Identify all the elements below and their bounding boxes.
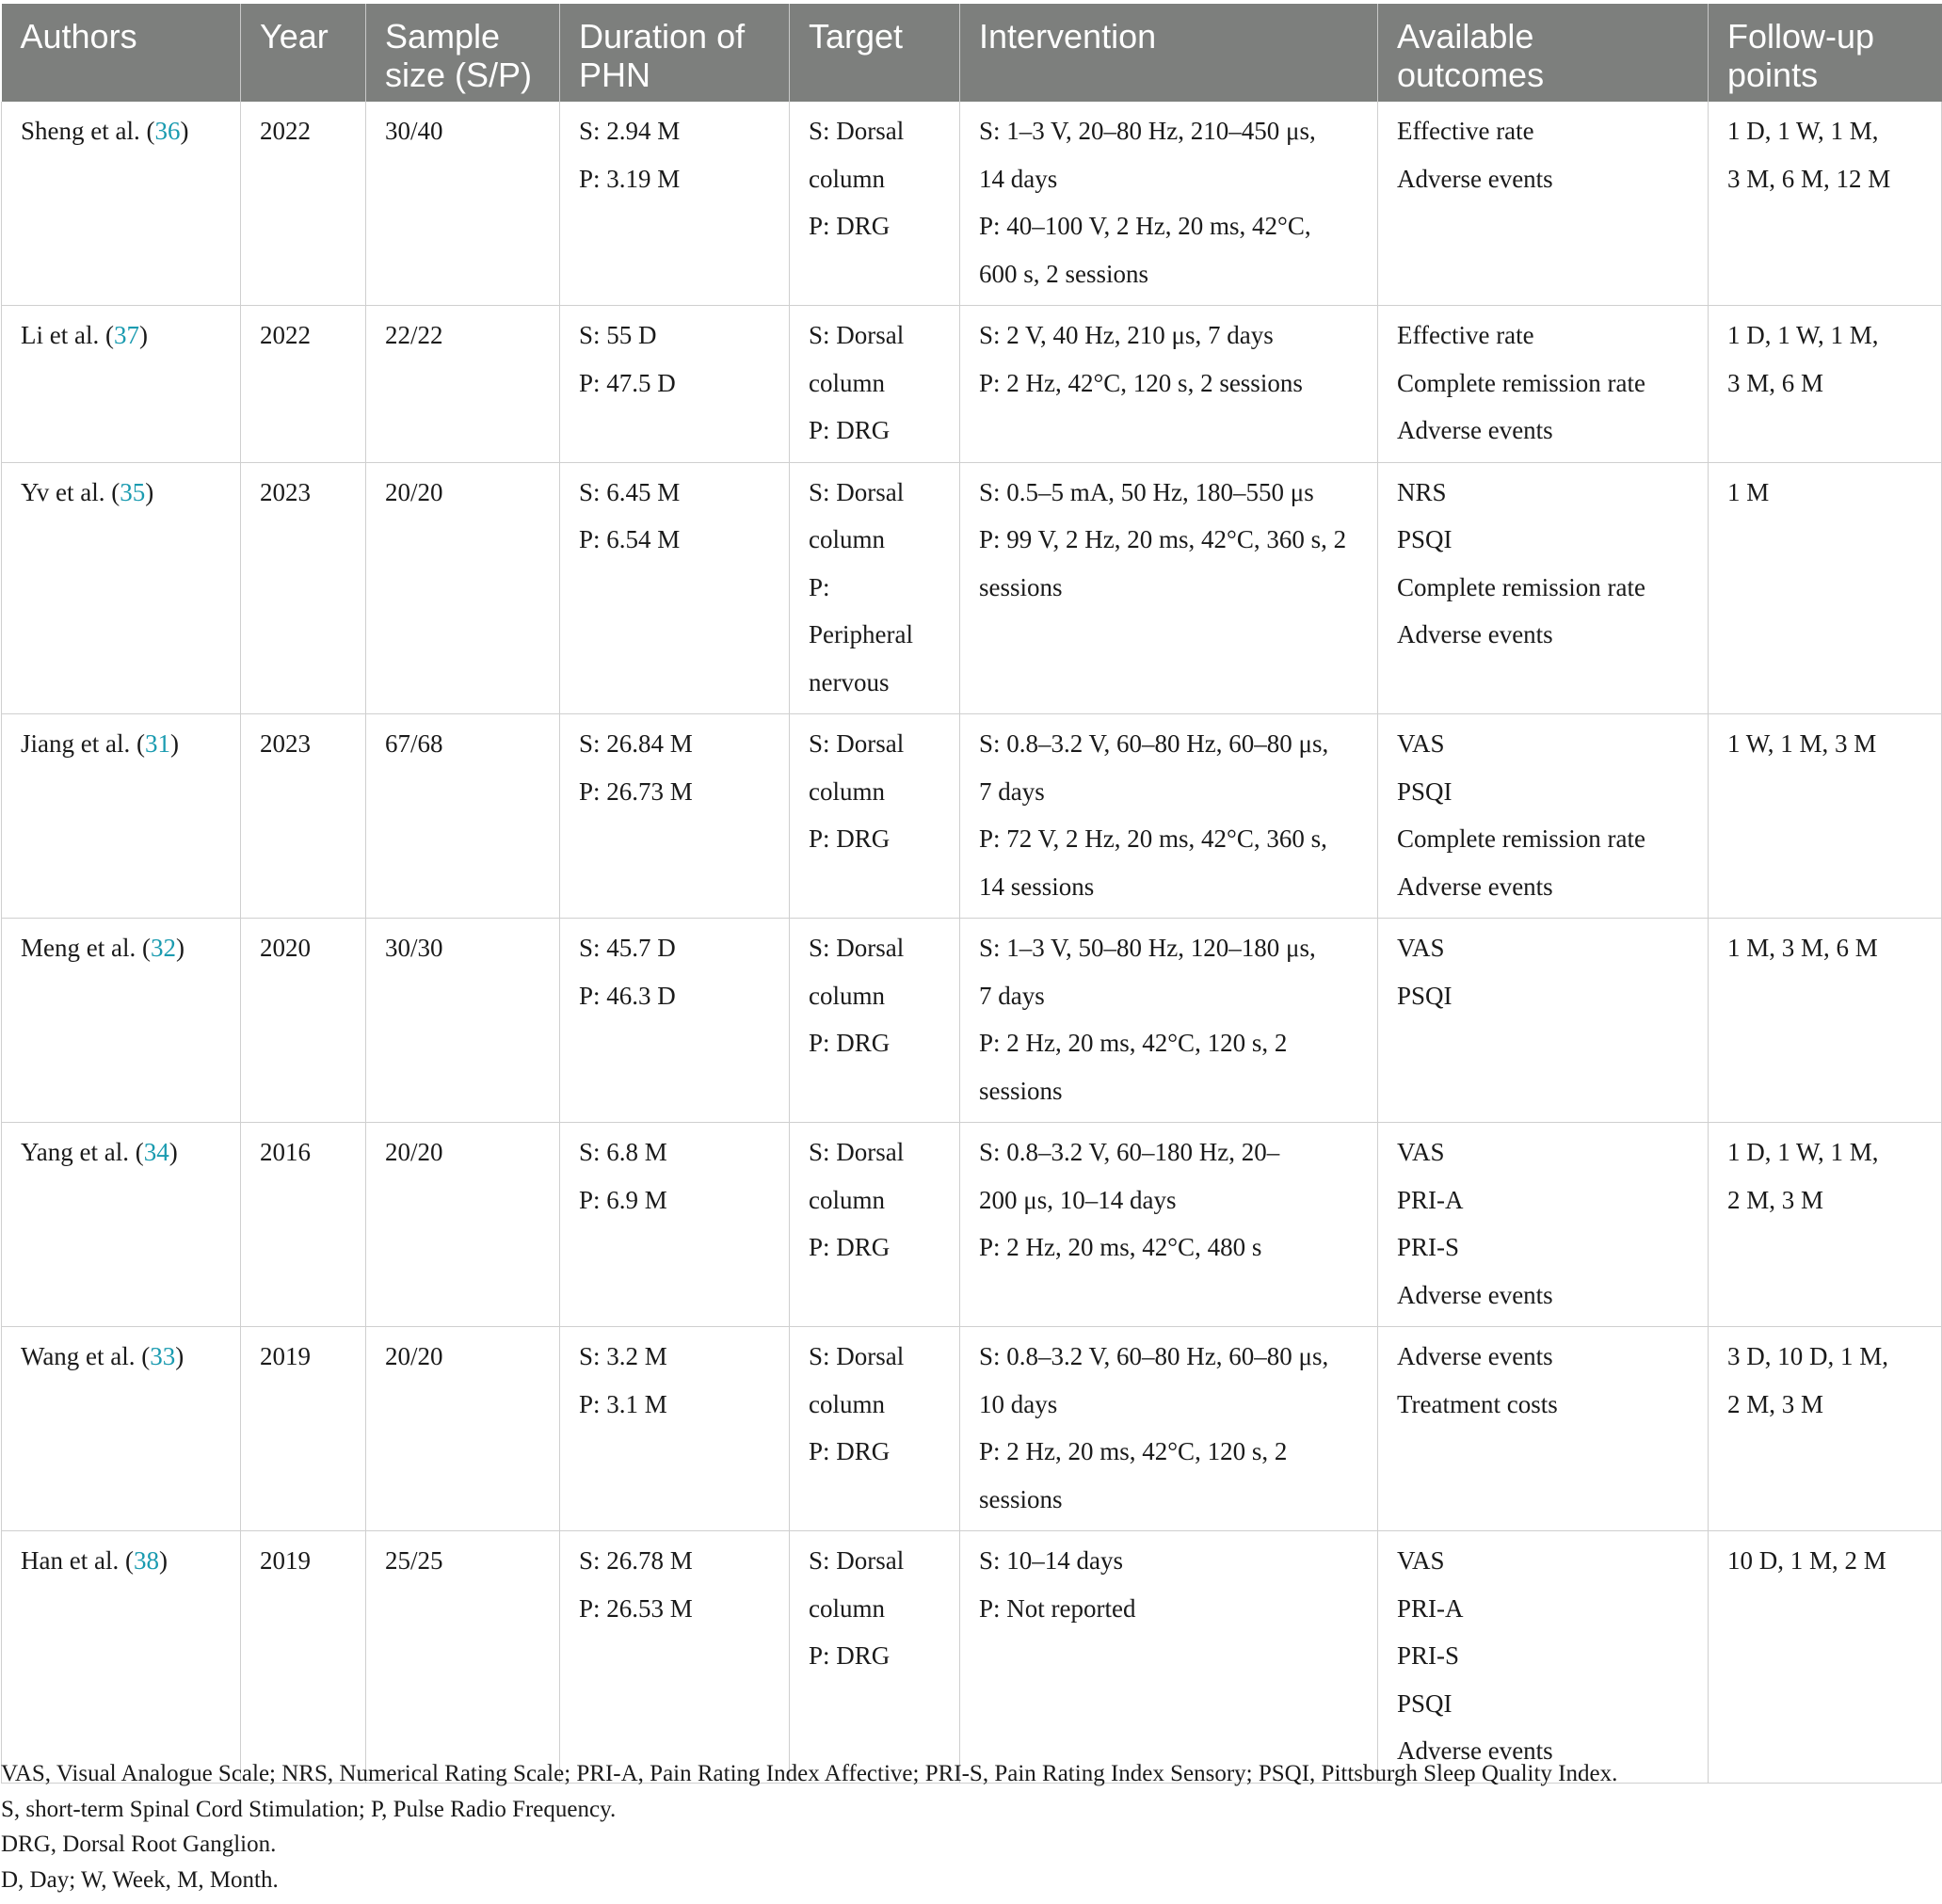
author-close-paren: )	[145, 477, 154, 506]
table-row	[2, 1123, 1942, 1327]
intervention-cell-line: P: 40–100 V, 2 Hz, 20 ms, 42°C,	[979, 212, 1311, 240]
intervention-cell-line: 14 sessions	[979, 872, 1095, 901]
target-cell-line: column	[809, 981, 885, 1010]
table-row	[2, 1531, 1942, 1784]
reference-link[interactable]: 35	[120, 477, 146, 506]
follow-up-cell-line: 1 D, 1 W, 1 M,	[1727, 1138, 1879, 1166]
follow-up-cell-line: 1 W, 1 M, 3 M	[1727, 729, 1877, 758]
duration-cell-line: S: 45.7 D	[579, 934, 676, 962]
duration-cell	[560, 1123, 790, 1327]
authors-cell	[2, 306, 241, 463]
table-header	[2, 4, 1942, 102]
outcomes-cell-line: Effective rate	[1397, 321, 1534, 349]
duration-cell-line: S: 26.78 M	[579, 1546, 693, 1575]
column-header-text: Authors	[20, 17, 137, 56]
intervention-cell-line: sessions	[979, 572, 1063, 601]
target-cell	[790, 102, 960, 306]
intervention-cell-line: P: 2 Hz, 20 ms, 42°C, 120 s, 2	[979, 1437, 1288, 1465]
authors-cell	[2, 462, 241, 714]
target-cell	[790, 1123, 960, 1327]
duration-cell	[560, 102, 790, 306]
outcomes-cell	[1378, 102, 1709, 306]
duration-cell-line: S: 6.8 M	[579, 1138, 667, 1166]
target-cell-line: P: DRG	[809, 212, 891, 240]
intervention-cell	[960, 1123, 1378, 1327]
intervention-cell	[960, 1327, 1378, 1531]
outcomes-cell	[1378, 1327, 1709, 1531]
intervention-cell-line: 14 days	[979, 164, 1058, 193]
intervention-cell-line: 7 days	[979, 776, 1045, 806]
reference-link[interactable]: 34	[143, 1138, 169, 1166]
outcomes-cell-line: Adverse events	[1397, 620, 1553, 648]
intervention-cell	[960, 714, 1378, 919]
table-row	[2, 1327, 1942, 1531]
target-cell-line: column	[809, 368, 885, 397]
sample-size-cell	[366, 714, 560, 919]
year-cell	[241, 1531, 366, 1784]
outcomes-cell	[1378, 919, 1709, 1123]
intervention-cell-line: sessions	[979, 1076, 1063, 1105]
duration-cell-line: S: 26.84 M	[579, 729, 693, 758]
target-cell-line: column	[809, 776, 885, 806]
authors-cell	[2, 102, 241, 306]
duration-cell-line: S: 6.45 M	[579, 477, 681, 506]
outcomes-cell-line: Adverse events	[1397, 164, 1553, 193]
intervention-cell-line: S: 0.5–5 mA, 50 Hz, 180–550 μs	[979, 477, 1314, 506]
column-header-authors	[2, 4, 241, 102]
sample-size-cell	[366, 1531, 560, 1784]
sample-size-cell	[366, 306, 560, 463]
duration-cell	[560, 919, 790, 1123]
column-header-sample-size	[366, 4, 560, 102]
author-name: Jiang et al. (	[21, 729, 145, 758]
sample-size-cell-text: 20/20	[385, 477, 443, 506]
footnote-line: DRG, Dorsal Root Ganglion.	[1, 1832, 277, 1857]
outcomes-cell-line: Effective rate	[1397, 117, 1534, 145]
column-header-text: PHN	[579, 56, 651, 94]
table-row	[2, 102, 1942, 306]
column-header-available-outcomes	[1378, 4, 1709, 102]
follow-up-cell-line: 2 M, 3 M	[1727, 1185, 1824, 1214]
authors-cell	[2, 1123, 241, 1327]
target-cell-line: S: Dorsal	[809, 477, 905, 506]
table-body	[2, 102, 1942, 1783]
follow-up-cell-line: 1 M	[1727, 477, 1770, 506]
column-header-text: Year	[260, 17, 329, 56]
table-row	[2, 462, 1942, 714]
target-cell-line: column	[809, 1185, 885, 1214]
intervention-cell-line: S: 2 V, 40 Hz, 210 μs, 7 days	[979, 321, 1274, 349]
intervention-cell-line: S: 1–3 V, 20–80 Hz, 210–450 μs,	[979, 117, 1316, 145]
sample-size-cell-text: 20/20	[385, 1138, 443, 1166]
outcomes-cell-line: Treatment costs	[1397, 1389, 1558, 1418]
outcomes-cell-line: VAS	[1397, 1546, 1445, 1575]
year-cell	[241, 919, 366, 1123]
intervention-cell	[960, 306, 1378, 463]
target-cell	[790, 1531, 960, 1784]
outcomes-cell-line: VAS	[1397, 934, 1445, 962]
target-cell-line: P: DRG	[809, 1233, 891, 1261]
target-cell-line: P:	[809, 572, 830, 601]
author-name: Li et al. (	[21, 321, 114, 349]
header-row	[2, 4, 1942, 102]
author-name: Sheng et al. (	[21, 117, 155, 145]
column-header-year	[241, 4, 366, 102]
duration-cell-line: P: 46.3 D	[579, 981, 676, 1010]
author-close-paren: )	[138, 321, 148, 349]
target-cell-line: S: Dorsal	[809, 321, 905, 349]
author-close-paren: )	[158, 1546, 168, 1575]
column-header-text: Available	[1397, 17, 1534, 56]
target-cell-line: P: DRG	[809, 1641, 891, 1670]
sample-size-cell-text: 30/40	[385, 117, 443, 145]
follow-up-cell-line: 1 D, 1 W, 1 M,	[1727, 117, 1879, 145]
target-cell-line: S: Dorsal	[809, 934, 905, 962]
follow-up-cell-line: 3 D, 10 D, 1 M,	[1727, 1342, 1889, 1370]
year-cell	[241, 714, 366, 919]
intervention-cell-line: P: 2 Hz, 20 ms, 42°C, 480 s	[979, 1233, 1262, 1261]
column-header-text: Duration of	[579, 17, 746, 56]
year-cell-text: 2022	[260, 117, 311, 145]
follow-up-cell	[1709, 306, 1942, 463]
follow-up-cell	[1709, 1531, 1942, 1784]
follow-up-cell-line: 3 M, 6 M, 12 M	[1727, 164, 1891, 193]
reference-link[interactable]: 36	[154, 117, 181, 145]
sample-size-cell	[366, 462, 560, 714]
target-cell-line: P: DRG	[809, 1029, 891, 1057]
target-cell-line: S: Dorsal	[809, 117, 905, 145]
duration-cell	[560, 462, 790, 714]
duration-cell	[560, 1327, 790, 1531]
author-close-paren: )	[180, 117, 189, 145]
target-cell-line: S: Dorsal	[809, 1342, 905, 1370]
author-close-paren: )	[169, 1138, 178, 1166]
author-name: Meng et al. (	[21, 934, 151, 962]
column-header-text: Intervention	[979, 17, 1157, 56]
duration-cell-line: S: 2.94 M	[579, 117, 681, 145]
follow-up-cell	[1709, 1123, 1942, 1327]
target-cell-line: column	[809, 1389, 885, 1418]
year-cell-text: 2020	[260, 934, 311, 962]
author-name: Wang et al. (	[21, 1342, 151, 1370]
target-cell-line: column	[809, 1593, 885, 1623]
authors-cell	[2, 714, 241, 919]
year-cell-text: 2023	[260, 477, 311, 506]
intervention-cell-line: 10 days	[979, 1389, 1058, 1418]
outcomes-cell-line: VAS	[1397, 1138, 1445, 1166]
sample-size-cell-text: 25/25	[385, 1546, 443, 1575]
intervention-cell-line: S: 0.8–3.2 V, 60–80 Hz, 60–80 μs,	[979, 729, 1329, 758]
table-footnotes	[1, 1756, 1617, 1897]
duration-cell-line: P: 26.73 M	[579, 776, 693, 806]
outcomes-cell-line: Adverse events	[1397, 416, 1553, 444]
intervention-cell-line: P: 72 V, 2 Hz, 20 ms, 42°C, 360 s,	[979, 824, 1327, 853]
reference-link[interactable]: 37	[113, 321, 139, 349]
outcomes-cell-line: PRI-A	[1397, 1593, 1464, 1623]
intervention-cell-line: S: 0.8–3.2 V, 60–180 Hz, 20–	[979, 1138, 1280, 1166]
column-header-text: Follow-up	[1727, 17, 1875, 56]
author-close-paren: )	[175, 934, 185, 962]
duration-cell-line: S: 3.2 M	[579, 1342, 667, 1370]
target-cell-line: P: DRG	[809, 824, 891, 853]
outcomes-cell-line: Adverse events	[1397, 1342, 1553, 1370]
follow-up-cell-line: 3 M, 6 M	[1727, 368, 1824, 397]
outcomes-cell	[1378, 306, 1709, 463]
outcomes-cell-line: NRS	[1397, 477, 1447, 506]
outcomes-cell-line: PRI-A	[1397, 1185, 1464, 1214]
target-cell-line: Peripheral	[809, 620, 913, 648]
reference-link[interactable]: 33	[150, 1342, 176, 1370]
target-cell-line: nervous	[809, 667, 890, 696]
intervention-cell	[960, 1531, 1378, 1784]
sample-size-cell	[366, 102, 560, 306]
intervention-cell-line: P: 2 Hz, 42°C, 120 s, 2 sessions	[979, 368, 1303, 397]
authors-cell	[2, 919, 241, 1123]
year-cell	[241, 306, 366, 463]
outcomes-cell-line: Complete remission rate	[1397, 824, 1645, 853]
duration-cell	[560, 714, 790, 919]
outcomes-cell-line: PSQI	[1397, 525, 1452, 553]
outcomes-cell	[1378, 1531, 1709, 1784]
reference-link[interactable]: 32	[150, 934, 176, 962]
duration-cell	[560, 306, 790, 463]
duration-cell-line: S: 55 D	[579, 321, 657, 349]
follow-up-cell-line: 1 M, 3 M, 6 M	[1727, 934, 1878, 962]
column-header-text: Sample	[385, 17, 501, 56]
table-row	[2, 306, 1942, 463]
column-header-text: size (S/P)	[385, 56, 533, 94]
outcomes-cell-line: PRI-S	[1397, 1641, 1460, 1670]
target-cell-line: S: Dorsal	[809, 729, 905, 758]
target-cell-line: S: Dorsal	[809, 1546, 905, 1575]
sample-size-cell	[366, 1123, 560, 1327]
outcomes-cell-line: Adverse events	[1397, 1280, 1553, 1309]
intervention-cell	[960, 102, 1378, 306]
intervention-cell-line: S: 0.8–3.2 V, 60–80 Hz, 60–80 μs,	[979, 1342, 1329, 1370]
column-header-target	[790, 4, 960, 102]
author-name: Yang et al. (	[21, 1138, 144, 1166]
study-characteristics-table	[1, 4, 1942, 1784]
table-row	[2, 714, 1942, 919]
duration-cell	[560, 1531, 790, 1784]
sample-size-cell-text: 30/30	[385, 934, 443, 962]
outcomes-cell-line: PSQI	[1397, 776, 1452, 806]
intervention-cell-line: S: 10–14 days	[979, 1546, 1124, 1575]
target-cell	[790, 714, 960, 919]
outcomes-cell-line: Adverse events	[1397, 872, 1553, 901]
sample-size-cell	[366, 1327, 560, 1531]
author-close-paren: )	[169, 729, 179, 758]
footnote-line: D, Day; W, Week, M, Month.	[1, 1866, 279, 1893]
follow-up-cell	[1709, 102, 1942, 306]
outcomes-cell	[1378, 1123, 1709, 1327]
reference-link[interactable]: 31	[144, 729, 170, 758]
sample-size-cell	[366, 919, 560, 1123]
intervention-cell	[960, 919, 1378, 1123]
intervention-cell-line: P: 2 Hz, 20 ms, 42°C, 120 s, 2	[979, 1029, 1288, 1057]
target-cell	[790, 919, 960, 1123]
table-row	[2, 919, 1942, 1123]
reference-link[interactable]: 38	[133, 1546, 159, 1575]
intervention-cell-line: S: 1–3 V, 50–80 Hz, 120–180 μs,	[979, 934, 1316, 962]
outcomes-cell	[1378, 714, 1709, 919]
year-cell-text: 2023	[260, 729, 311, 758]
target-cell-line: column	[809, 164, 885, 193]
outcomes-cell-line: PSQI	[1397, 981, 1452, 1010]
year-cell-text: 2016	[260, 1138, 311, 1166]
column-header-duration-of-phn	[560, 4, 790, 102]
year-cell	[241, 1327, 366, 1531]
intervention-cell-line: 200 μs, 10–14 days	[979, 1185, 1177, 1214]
intervention-cell-line: 600 s, 2 sessions	[979, 259, 1149, 288]
target-cell-line: P: DRG	[809, 1437, 891, 1465]
year-cell	[241, 462, 366, 714]
duration-cell-line: P: 6.54 M	[579, 525, 681, 553]
year-cell	[241, 102, 366, 306]
author-name: Yv et al. (	[21, 477, 120, 506]
author-name: Han et al. (	[21, 1546, 134, 1575]
intervention-cell-line: P: 99 V, 2 Hz, 20 ms, 42°C, 360 s, 2	[979, 525, 1347, 553]
target-cell	[790, 462, 960, 714]
target-cell	[790, 306, 960, 463]
target-cell-line: P: DRG	[809, 416, 891, 444]
outcomes-cell-line: PSQI	[1397, 1688, 1452, 1718]
outcomes-cell-line: Complete remission rate	[1397, 368, 1645, 397]
follow-up-cell	[1709, 462, 1942, 714]
authors-cell	[2, 1531, 241, 1784]
duration-cell-line: P: 3.1 M	[579, 1389, 667, 1418]
sample-size-cell-text: 22/22	[385, 321, 443, 349]
sample-size-cell-text: 20/20	[385, 1342, 443, 1370]
footnote-line: S, short-term Spinal Cord Stimulation; P, Pulse Radio Frequency.	[1, 1796, 617, 1822]
column-header-intervention	[960, 4, 1378, 102]
column-header-follow-up-points	[1709, 4, 1942, 102]
outcomes-cell-line: VAS	[1397, 729, 1445, 758]
column-header-text: points	[1727, 56, 1819, 94]
year-cell	[241, 1123, 366, 1327]
follow-up-cell-line: 1 D, 1 W, 1 M,	[1727, 321, 1879, 349]
sample-size-cell-text: 67/68	[385, 729, 443, 758]
follow-up-cell-line: 2 M, 3 M	[1727, 1389, 1824, 1418]
column-header-text: outcomes	[1397, 56, 1545, 94]
outcomes-cell	[1378, 462, 1709, 714]
outcomes-cell-line: Adverse events	[1397, 1736, 1553, 1765]
duration-cell-line: P: 47.5 D	[579, 368, 676, 397]
follow-up-cell	[1709, 1327, 1942, 1531]
target-cell-line: column	[809, 525, 885, 553]
authors-cell	[2, 1327, 241, 1531]
column-header-text: Target	[809, 17, 904, 56]
duration-cell-line: P: 6.9 M	[579, 1185, 667, 1214]
intervention-cell-line: P: Not reported	[979, 1593, 1136, 1623]
year-cell-text: 2022	[260, 321, 311, 349]
intervention-cell-line: sessions	[979, 1484, 1063, 1513]
intervention-cell	[960, 462, 1378, 714]
author-close-paren: )	[175, 1342, 185, 1370]
duration-cell-line: P: 26.53 M	[579, 1593, 693, 1623]
follow-up-cell-line: 10 D, 1 M, 2 M	[1727, 1546, 1886, 1575]
follow-up-cell	[1709, 714, 1942, 919]
target-cell-line: S: Dorsal	[809, 1138, 905, 1166]
target-cell	[790, 1327, 960, 1531]
year-cell-text: 2019	[260, 1342, 311, 1370]
footnote-line: VAS, Visual Analogue Scale; NRS, Numerical Rating Scale; PRI-A, Pain Rating Index Affective; PRI-S, Pain Rating Index Sensory; PSQI, Pittsburgh Sleep Quality Index.	[1, 1761, 1618, 1786]
outcomes-cell-line: PRI-S	[1397, 1233, 1460, 1261]
outcomes-cell-line: Complete remission rate	[1397, 572, 1645, 601]
intervention-cell-line: 7 days	[979, 981, 1045, 1010]
duration-cell-line: P: 3.19 M	[579, 164, 681, 193]
follow-up-cell	[1709, 919, 1942, 1123]
year-cell-text: 2019	[260, 1546, 311, 1575]
